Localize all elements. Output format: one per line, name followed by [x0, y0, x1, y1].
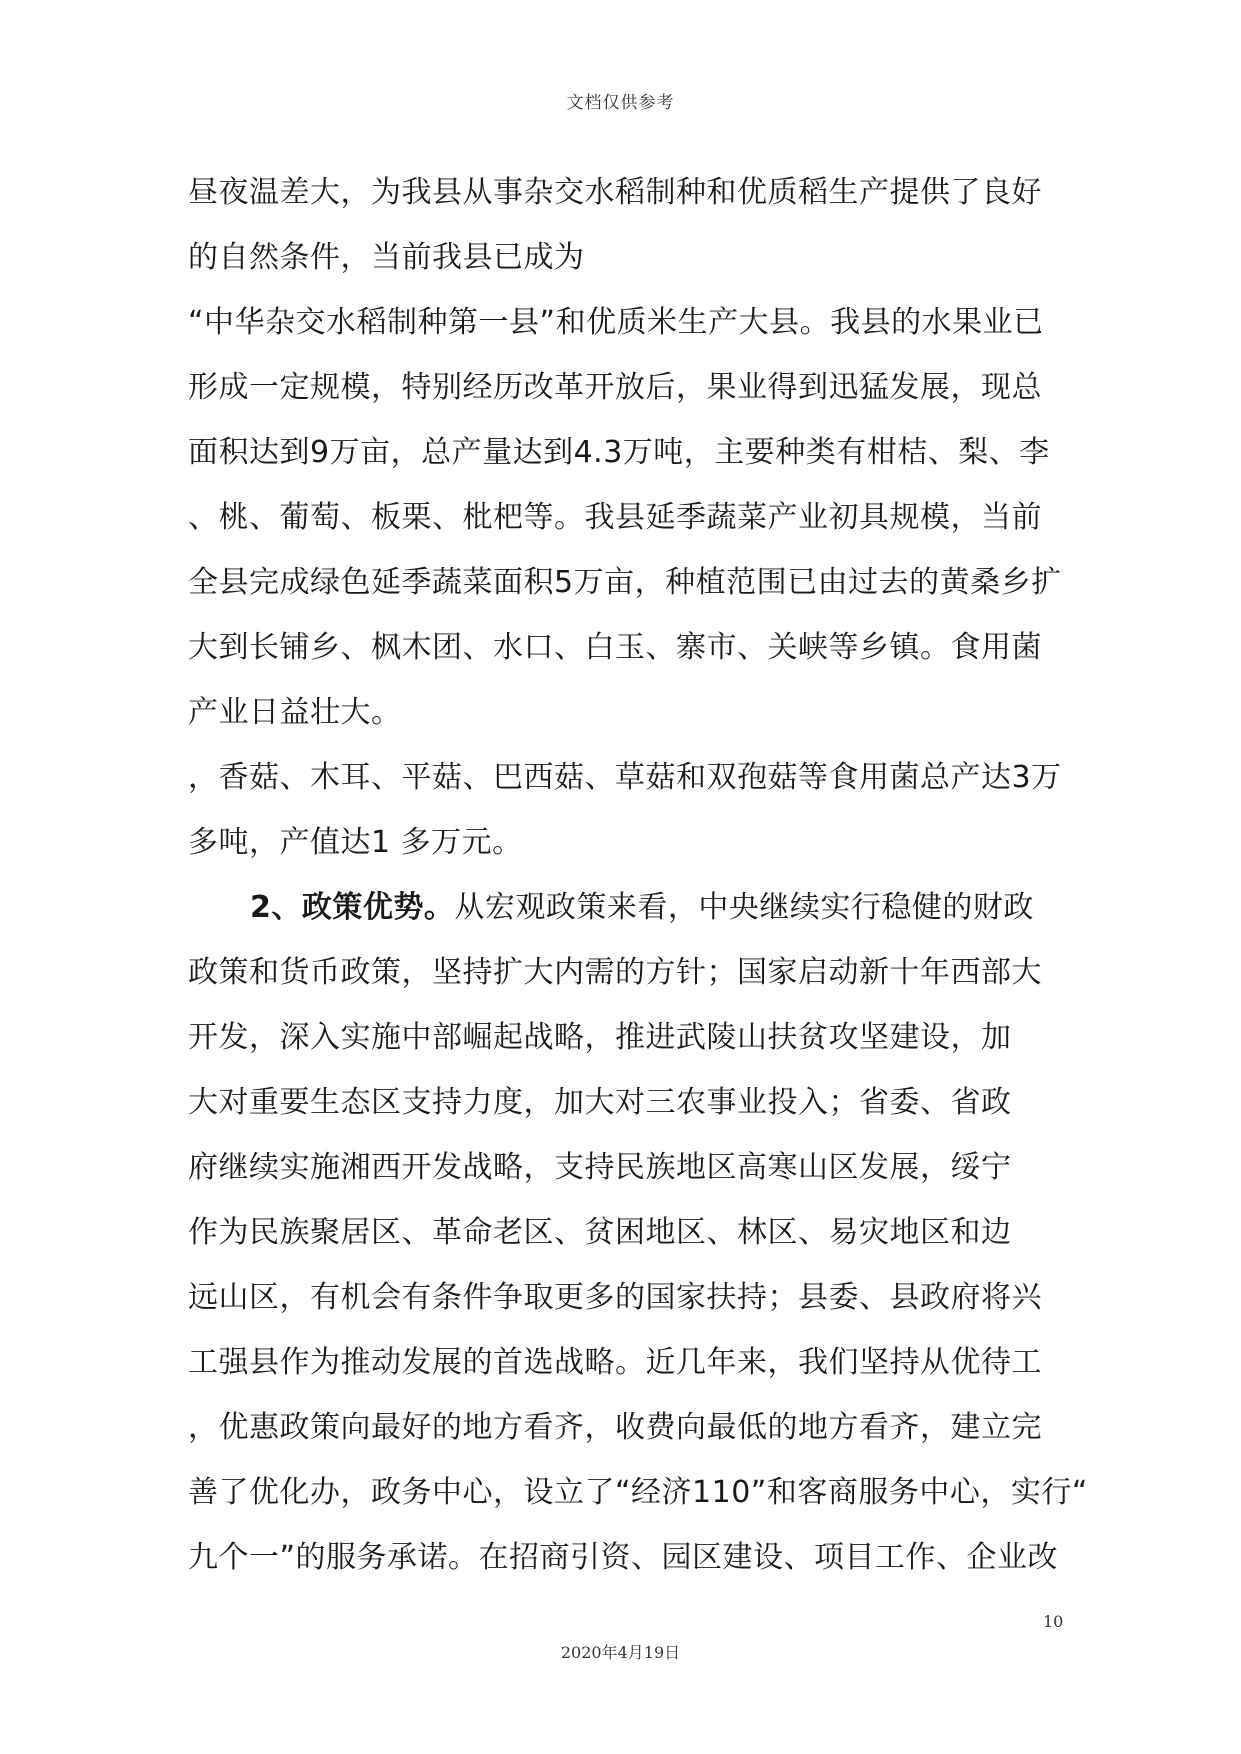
text-line: 府继续实施湘西开发战略，支持民族地区高寒山区发展，绥宁 — [188, 1150, 1012, 1185]
footer-date: 2020年4月19日 — [560, 1643, 681, 1662]
text-line: 大到长铺乡、枫木团、水口、白玉、寨市、关峡等乡镇。食用菌 — [188, 630, 1042, 665]
text-line: 产业日益壮大。 — [188, 695, 402, 730]
text-line: 九个一”的服务承诺。在招商引资、园区建设、项目工作、企业改 — [188, 1540, 1059, 1575]
text-line: 远山区，有机会有条件争取更多的国家扶持；县委、县政府将兴 — [188, 1280, 1042, 1315]
policy-heading: 2、政策优势。 — [250, 890, 455, 925]
text-line: 工强县作为推动发展的首选战略。近几年来，我们坚持从优待工 — [188, 1345, 1042, 1380]
text-line: 政策和货币政策，坚持扩大内需的方针；国家启动新十年西部大 — [188, 955, 1042, 990]
text-line: 形成一定规模，特别经历改革开放后，果业得到迅猛发展，现总 — [188, 370, 1042, 405]
page-number: 10 — [1043, 1612, 1064, 1631]
text-line: ，优惠政策向最好的地方看齐，收费向最低的地方看齐，建立完 — [188, 1410, 1042, 1445]
text-line: 多吨，产值达1 多万元。 — [188, 825, 523, 860]
body-text — [188, 160, 1088, 1590]
text-line: 善了优化办，政务中心，设立了“经济110”和客商服务中心，实行“ — [188, 1475, 1088, 1510]
text-line: 、桃、葡萄、板栗、枇杷等。我县延季蔬菜产业初具规模，当前 — [188, 500, 1042, 535]
header-note: 文档仅供参考 — [566, 93, 675, 113]
text-line: 开发，深入实施中部崛起战略，推进武陵山扶贫攻坚建设，加 — [188, 1020, 1012, 1055]
policy-first-line-text: 从宏观政策来看，中央继续实行稳健的财政 — [454, 890, 1034, 925]
text-line: 作为民族聚居区、革命老区、贫困地区、林区、易灾地区和边 — [188, 1215, 1012, 1250]
text-line: 全县完成绿色延季蔬菜面积5万亩，种植范围已由过去的黄桑乡扩 — [188, 565, 1062, 600]
text-line: 的自然条件，当前我县已成为 — [188, 240, 585, 275]
text-line: ，香菇、木耳、平菇、巴西菇、草菇和双孢菇等食用菌总产达3万 — [188, 760, 1062, 795]
text-line: “中华杂交水稻制种第一县”和优质米生产大县。我县的水果业已 — [188, 305, 1044, 340]
policy-first-line — [188, 875, 1068, 940]
text-line: 大对重要生态区支持力度，加大对三农事业投入；省委、省政 — [188, 1085, 1012, 1120]
text-line: 昼夜温差大，为我县从事杂交水稻制种和优质稻生产提供了良好 — [188, 175, 1042, 210]
text-line: 面积达到9万亩，总产量达到4.3万吨，主要种类有柑桔、梨、李 — [188, 435, 1050, 470]
